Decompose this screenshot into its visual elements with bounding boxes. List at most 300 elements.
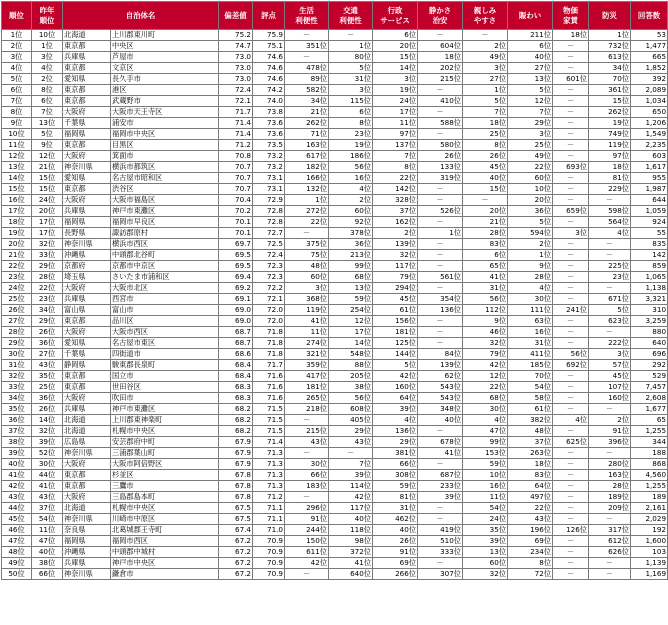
table-cell: 42位	[285, 558, 329, 569]
table-cell: 48位	[2, 547, 32, 558]
table-cell: 292	[631, 360, 668, 371]
table-cell: 307位	[418, 569, 463, 580]
table-cell: 7位	[373, 151, 418, 162]
table-cell: 27位	[508, 63, 553, 74]
table-cell: 7位	[329, 459, 373, 470]
table-cell: 40位	[373, 525, 418, 536]
table-cell: 588位	[418, 118, 463, 129]
table-cell: －	[553, 217, 589, 228]
table-cell: 品川区	[111, 316, 219, 327]
table-cell: 69位	[373, 558, 418, 569]
table-cell: 22位	[463, 382, 508, 393]
table-cell: 67.4	[219, 525, 253, 536]
table-cell: 25位	[508, 140, 553, 151]
table-cell: －	[589, 239, 631, 250]
table-row	[2, 569, 668, 580]
table-cell: 603	[631, 151, 668, 162]
table-cell: 大阪府	[63, 283, 111, 294]
table-cell: 37位	[32, 503, 63, 514]
table-cell: 924	[631, 217, 668, 228]
table-cell: 6位	[508, 41, 553, 52]
table-cell: 99位	[463, 437, 508, 448]
table-cell: 70.4	[219, 195, 253, 206]
table-cell: 71.6	[253, 393, 285, 404]
table-cell: 604位	[418, 41, 463, 52]
table-cell: 72.5	[253, 239, 285, 250]
column-header-line: 防災	[602, 10, 617, 20]
table-cell: 32位	[2, 371, 32, 382]
column-header-line: 偏差値	[224, 10, 247, 20]
table-cell: 89位	[285, 74, 329, 85]
table-cell: 東京都	[63, 63, 111, 74]
table-cell: 72.8	[253, 217, 285, 228]
table-cell: 沖縄県	[63, 547, 111, 558]
table-cell: 71.4	[219, 118, 253, 129]
table-cell: 317位	[589, 525, 631, 536]
table-cell: 75.2	[219, 30, 253, 41]
table-cell: －	[418, 426, 463, 437]
table-row	[2, 151, 668, 162]
table-cell: 319位	[418, 173, 463, 184]
table-cell: 2位	[463, 41, 508, 52]
table-cell: 144位	[373, 349, 418, 360]
table-row	[2, 195, 668, 206]
table-cell: 10位	[32, 30, 63, 41]
table-cell: 66位	[285, 470, 329, 481]
table-cell: 44位	[2, 503, 32, 514]
column-header	[553, 2, 589, 30]
table-cell: 37位	[2, 426, 32, 437]
table-cell: 芦屋市	[111, 52, 219, 63]
table-cell: 兵庫県	[63, 558, 111, 569]
table-cell: 91位	[589, 426, 631, 437]
table-row	[2, 272, 668, 283]
table-cell: 27位	[32, 349, 63, 360]
column-header-line: 生活	[299, 6, 314, 15]
table-cell: 1,139	[631, 558, 668, 569]
table-cell: 60位	[463, 558, 508, 569]
table-cell: 62位	[418, 371, 463, 382]
table-cell: 39位	[418, 492, 463, 503]
table-cell: 23位	[589, 272, 631, 283]
table-cell: －	[418, 107, 463, 118]
table-cell: 333位	[418, 547, 463, 558]
table-cell: －	[553, 558, 589, 569]
table-row	[2, 239, 668, 250]
table-cell: 2位	[589, 415, 631, 426]
table-cell: 49位	[508, 151, 553, 162]
table-cell: 265位	[285, 393, 329, 404]
table-cell: 67.8	[219, 470, 253, 481]
table-cell: －	[553, 52, 589, 63]
column-header-line: やすさ	[473, 15, 497, 25]
table-cell: 644	[631, 195, 668, 206]
table-cell: 30位	[463, 404, 508, 415]
table-cell: 67.9	[219, 448, 253, 459]
table-cell: －	[553, 184, 589, 195]
table-cell: 7位	[463, 107, 508, 118]
table-cell: 23位	[32, 294, 63, 305]
table-cell: 四街道市	[111, 349, 219, 360]
table-cell: 1,169	[631, 569, 668, 580]
table-cell: 70.1	[219, 228, 253, 239]
table-cell: 119位	[285, 305, 329, 316]
table-cell: 73.0	[219, 74, 253, 85]
table-cell: －	[553, 569, 589, 580]
table-cell: 71.3	[253, 448, 285, 459]
table-cell: 192	[631, 525, 668, 536]
table-cell: 19位	[589, 118, 631, 129]
table-cell: 12位	[329, 316, 373, 327]
table-cell: 40位	[32, 547, 63, 558]
table-cell: 3位	[285, 283, 329, 294]
table-cell: 37位	[373, 206, 418, 217]
table-cell: －	[285, 415, 329, 426]
table-cell: 41位	[2, 470, 32, 481]
table-cell: 14位	[32, 415, 63, 426]
table-row	[2, 63, 668, 74]
table-cell: 41位	[32, 481, 63, 492]
table-cell: －	[418, 217, 463, 228]
table-cell: 45位	[2, 514, 32, 525]
table-cell: 68.7	[219, 338, 253, 349]
table-cell: 274位	[285, 338, 329, 349]
table-cell: 東京都	[63, 382, 111, 393]
table-cell: 東京都	[63, 371, 111, 382]
table-cell: 70.8	[219, 151, 253, 162]
table-cell: 11位	[285, 327, 329, 338]
table-cell: 71.1	[253, 503, 285, 514]
table-cell: 1,677	[631, 404, 668, 415]
column-header-line: 順位	[39, 15, 55, 25]
table-cell: 26位	[32, 327, 63, 338]
table-row	[2, 107, 668, 118]
table-cell: 1,065	[631, 272, 668, 283]
table-cell: 70.9	[253, 536, 285, 547]
table-cell: 福岡県	[63, 129, 111, 140]
table-cell: 1,987	[631, 184, 668, 195]
table-cell: 20位	[508, 195, 553, 206]
column-header-line: 評点	[261, 10, 276, 20]
column-header	[219, 2, 253, 30]
table-cell: 12位	[2, 151, 32, 162]
table-cell: 鎌倉市	[111, 569, 219, 580]
table-cell: 410位	[418, 96, 463, 107]
table-cell: 205位	[329, 371, 373, 382]
table-cell: 1,549	[631, 129, 668, 140]
table-row	[2, 129, 668, 140]
table-cell: 625位	[553, 437, 589, 448]
table-cell: 73.0	[219, 63, 253, 74]
table-cell: 大阪市阿倍野区	[111, 459, 219, 470]
table-cell: 大阪市北区	[111, 283, 219, 294]
table-cell: 859	[631, 261, 668, 272]
table-cell: 5位	[463, 96, 508, 107]
table-cell: 81位	[373, 492, 418, 503]
table-cell: 262位	[285, 118, 329, 129]
table-cell: －	[553, 41, 589, 52]
table-cell: －	[553, 338, 589, 349]
table-cell: 14位	[2, 173, 32, 184]
table-cell: 12位	[508, 96, 553, 107]
table-cell: 中頭郡中城村	[111, 547, 219, 558]
table-cell: 378位	[329, 228, 373, 239]
table-cell: 17位	[2, 206, 32, 217]
table-cell: 渋谷区	[111, 184, 219, 195]
table-row	[2, 283, 668, 294]
table-cell: 263位	[508, 448, 553, 459]
table-cell: 56位	[329, 393, 373, 404]
column-header-line: 昨年	[39, 6, 55, 15]
table-row	[2, 305, 668, 316]
table-cell: 1,059	[631, 206, 668, 217]
table-cell: 71.5	[253, 415, 285, 426]
table-cell: 613位	[589, 52, 631, 63]
table-cell: 国立市	[111, 371, 219, 382]
table-cell: －	[589, 283, 631, 294]
table-cell: －	[553, 118, 589, 129]
column-header	[373, 2, 418, 30]
table-cell: －	[553, 547, 589, 558]
table-cell: 11位	[32, 525, 63, 536]
table-cell: 348位	[418, 404, 463, 415]
table-cell: 1位	[32, 41, 63, 52]
table-cell: －	[589, 250, 631, 261]
table-cell: 4位	[329, 184, 373, 195]
table-cell: 文京区	[111, 63, 219, 74]
table-cell: 71.2	[253, 492, 285, 503]
table-cell: 189位	[589, 492, 631, 503]
table-cell: 4位	[508, 283, 553, 294]
table-cell: 72.9	[253, 195, 285, 206]
table-row	[2, 492, 668, 503]
table-cell: 529	[631, 371, 668, 382]
table-cell: 71.4	[219, 129, 253, 140]
table-cell: 125位	[373, 338, 418, 349]
table-cell: 41位	[463, 272, 508, 283]
table-cell: 160位	[373, 382, 418, 393]
table-row	[2, 228, 668, 239]
table-cell: 54位	[508, 382, 553, 393]
table-cell: 183位	[285, 481, 329, 492]
table-cell: 71.8	[253, 327, 285, 338]
table-cell: 61位	[508, 404, 553, 415]
table-cell: 79位	[373, 272, 418, 283]
table-cell: 3位	[329, 85, 373, 96]
table-cell: 34位	[2, 393, 32, 404]
table-cell: 880	[631, 327, 668, 338]
table-cell: 50位	[2, 569, 32, 580]
table-cell: 142	[631, 250, 668, 261]
table-cell: 32位	[463, 338, 508, 349]
table-cell: 162位	[373, 217, 418, 228]
table-cell: 10位	[508, 184, 553, 195]
table-cell: 神戸市東灘区	[111, 206, 219, 217]
table-cell: 117位	[373, 261, 418, 272]
table-cell: 64位	[508, 481, 553, 492]
table-cell: 沖縄県	[63, 250, 111, 261]
table-cell: 687位	[418, 470, 463, 481]
table-cell: 32位	[373, 250, 418, 261]
table-row	[2, 404, 668, 415]
table-cell: －	[285, 569, 329, 580]
table-cell: －	[329, 448, 373, 459]
table-cell: 3,321	[631, 294, 668, 305]
table-cell: 83位	[463, 239, 508, 250]
column-header-line: 順位	[9, 10, 24, 20]
table-cell: 22位	[508, 503, 553, 514]
table-cell: 75.9	[253, 30, 285, 41]
table-cell: 548位	[329, 349, 373, 360]
table-cell: 福岡市西区	[111, 536, 219, 547]
table-cell: 66位	[32, 569, 63, 580]
table-cell: 56位	[553, 349, 589, 360]
table-cell: 21位	[32, 162, 63, 173]
table-cell: 33位	[32, 250, 63, 261]
table-cell: －	[553, 404, 589, 415]
table-cell: －	[589, 448, 631, 459]
table-cell: －	[285, 228, 329, 239]
table-cell: 640位	[329, 569, 373, 580]
column-header	[508, 2, 553, 30]
table-header	[2, 2, 668, 30]
table-cell: 74.6	[253, 52, 285, 63]
table-cell: 166位	[285, 173, 329, 184]
table-row	[2, 470, 668, 481]
table-cell: 115位	[329, 96, 373, 107]
table-cell: 72位	[508, 569, 553, 580]
table-cell: 4位	[373, 415, 418, 426]
table-cell: 73.1	[253, 173, 285, 184]
table-cell: 北海道	[63, 30, 111, 41]
table-cell: 32位	[32, 239, 63, 250]
table-cell: 5位	[508, 217, 553, 228]
table-cell: 181位	[373, 327, 418, 338]
table-cell: 61位	[373, 305, 418, 316]
table-cell: 24位	[373, 96, 418, 107]
table-cell: 36位	[508, 206, 553, 217]
table-cell: 47位	[32, 536, 63, 547]
column-header	[631, 2, 668, 30]
table-cell: 45位	[589, 371, 631, 382]
table-cell: 47位	[2, 536, 32, 547]
table-cell: 88位	[329, 360, 373, 371]
table-cell: 71.5	[253, 404, 285, 415]
table-cell: 1位	[418, 228, 463, 239]
table-cell: 37位	[508, 437, 553, 448]
table-cell: 344	[631, 437, 668, 448]
table-cell: －	[553, 382, 589, 393]
table-cell: 67.5	[219, 503, 253, 514]
table-cell: 43位	[329, 437, 373, 448]
table-cell: 福岡市早良区	[111, 217, 219, 228]
table-cell: 17位	[32, 228, 63, 239]
table-cell: 42位	[373, 371, 418, 382]
table-cell: 29位	[2, 338, 32, 349]
table-cell: 18位	[2, 217, 32, 228]
table-cell: 19位	[373, 85, 418, 96]
table-cell: 10位	[2, 129, 32, 140]
table-cell: 54位	[32, 514, 63, 525]
table-cell: －	[418, 195, 463, 206]
table-cell: 45位	[373, 294, 418, 305]
table-cell: 72.8	[253, 206, 285, 217]
table-row	[2, 360, 668, 371]
column-header-line: 回答数	[637, 10, 661, 20]
table-cell: 229位	[589, 184, 631, 195]
table-cell: 大阪市福島区	[111, 195, 219, 206]
table-cell: 296位	[285, 503, 329, 514]
table-cell: 47位	[463, 426, 508, 437]
table-cell: 351位	[285, 41, 329, 52]
table-cell: 71.6	[253, 382, 285, 393]
table-cell: －	[553, 393, 589, 404]
table-cell: 安芸郡府中町	[111, 437, 219, 448]
table-cell: 神戸市東灘区	[111, 404, 219, 415]
table-cell: 69.1	[219, 294, 253, 305]
table-cell: 150位	[285, 536, 329, 547]
table-cell: 63位	[508, 316, 553, 327]
table-cell: 20位	[373, 41, 418, 52]
table-cell: 4位	[2, 63, 32, 74]
table-cell: 港区	[111, 85, 219, 96]
table-row	[2, 85, 668, 96]
table-cell: 兵庫県	[63, 206, 111, 217]
table-cell: －	[418, 250, 463, 261]
table-cell: 612位	[589, 536, 631, 547]
table-cell: －	[553, 283, 589, 294]
table-cell: 67.2	[219, 558, 253, 569]
table-cell: 98位	[329, 536, 373, 547]
table-cell: 68.6	[219, 349, 253, 360]
table-cell: 41位	[329, 558, 373, 569]
table-cell: 1,477	[631, 41, 668, 52]
table-cell: 381位	[373, 448, 418, 459]
table-cell: 640	[631, 338, 668, 349]
column-header-line: 行政	[387, 6, 403, 15]
table-cell: 17位	[329, 327, 373, 338]
table-cell: －	[553, 448, 589, 459]
table-row	[2, 503, 668, 514]
table-cell: 埼玉県	[63, 272, 111, 283]
table-cell: 69.0	[219, 316, 253, 327]
table-cell: 2,235	[631, 140, 668, 151]
table-row	[2, 316, 668, 327]
table-cell: －	[463, 195, 508, 206]
table-cell: 40位	[329, 514, 373, 525]
table-cell: 1,206	[631, 118, 668, 129]
column-header	[329, 2, 373, 30]
table-cell: 71.1	[253, 514, 285, 525]
table-cell: 3位	[2, 52, 32, 63]
table-cell: 71.3	[253, 470, 285, 481]
table-row	[2, 327, 668, 338]
table-cell: 大阪府	[63, 195, 111, 206]
table-cell: 3位	[463, 63, 508, 74]
table-cell: －	[553, 470, 589, 481]
ranking-table	[1, 1, 668, 580]
table-cell: 30位	[32, 459, 63, 470]
table-cell: 北海道	[63, 503, 111, 514]
table-cell: 65	[631, 415, 668, 426]
table-cell: 名古屋市東区	[111, 338, 219, 349]
table-cell: 大阪府	[63, 151, 111, 162]
table-cell: －	[418, 85, 463, 96]
table-cell: 16位	[329, 173, 373, 184]
table-cell: －	[418, 514, 463, 525]
table-cell: 72.4	[219, 85, 253, 96]
table-cell: 22位	[373, 173, 418, 184]
